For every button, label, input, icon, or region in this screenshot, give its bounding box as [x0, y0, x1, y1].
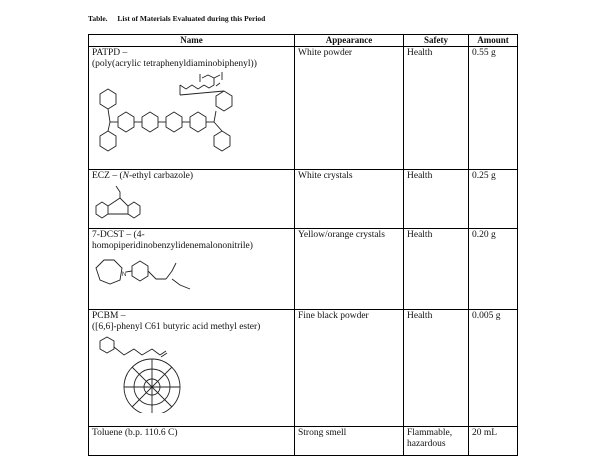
safety-cell: Flammable, hazardous — [404, 427, 469, 456]
material-name: ECZ – (N-ethyl carbazole) — [92, 171, 194, 181]
italic-n: N — [122, 171, 129, 181]
material-name: 7-DCST – (4- — [92, 230, 145, 240]
table-row — [89, 47, 518, 170]
materials-table — [88, 34, 518, 456]
amount-cell: 0.25 g — [469, 170, 518, 229]
appearance-cell: Yellow/orange crystals — [295, 229, 404, 310]
table-row — [89, 427, 518, 456]
name-cell: Toluene (b.p. 110.6 C) — [89, 427, 295, 456]
atom-label-n: N — [122, 272, 127, 278]
material-name: PCBM – — [92, 311, 126, 321]
name-cell — [89, 310, 295, 427]
caption-title: List of Materials Evaluated during this Period — [117, 14, 266, 23]
safety-cell: Health — [404, 310, 469, 427]
material-fullname: homopiperidinobenzylidenemalononitrile) — [92, 241, 253, 251]
table-row — [89, 310, 518, 427]
ecz-structure-icon — [92, 184, 152, 224]
appearance-cell: White powder — [295, 47, 404, 170]
name-cell — [89, 170, 295, 229]
header-row — [89, 35, 518, 47]
pcbm-structure-icon — [92, 335, 242, 413]
amount-cell: 0.20 g — [469, 229, 518, 310]
dcst-structure-icon — [92, 254, 202, 302]
header-safety: Safety — [404, 35, 469, 47]
patpd-structure-icon — [92, 72, 282, 167]
material-name: PATPD – — [92, 48, 128, 58]
header-name: Name — [89, 35, 295, 47]
name-cell — [89, 229, 295, 310]
table-caption — [88, 14, 265, 23]
amount-cell: 0.55 g — [469, 47, 518, 170]
safety-cell: Health — [404, 170, 469, 229]
caption-label: Table. — [88, 14, 108, 23]
name-cell — [89, 47, 295, 170]
safety-cell: Health — [404, 47, 469, 170]
material-fullname: (poly(acrylic tetraphenyldiaminobiphenyl)) — [92, 59, 257, 69]
header-appearance: Appearance — [295, 35, 404, 47]
safety-cell: Health — [404, 229, 469, 310]
appearance-cell: Strong smell — [295, 427, 404, 456]
amount-cell: 0.005 g — [469, 310, 518, 427]
appearance-cell: Fine black powder — [295, 310, 404, 427]
header-amount: Amount — [469, 35, 518, 47]
appearance-cell: White crystals — [295, 170, 404, 229]
material-fullname: ([6,6]-phenyl C61 butyric acid methyl ester) — [92, 322, 261, 332]
table-row — [89, 229, 518, 310]
amount-cell: 20 mL — [469, 427, 518, 456]
table-row — [89, 170, 518, 229]
